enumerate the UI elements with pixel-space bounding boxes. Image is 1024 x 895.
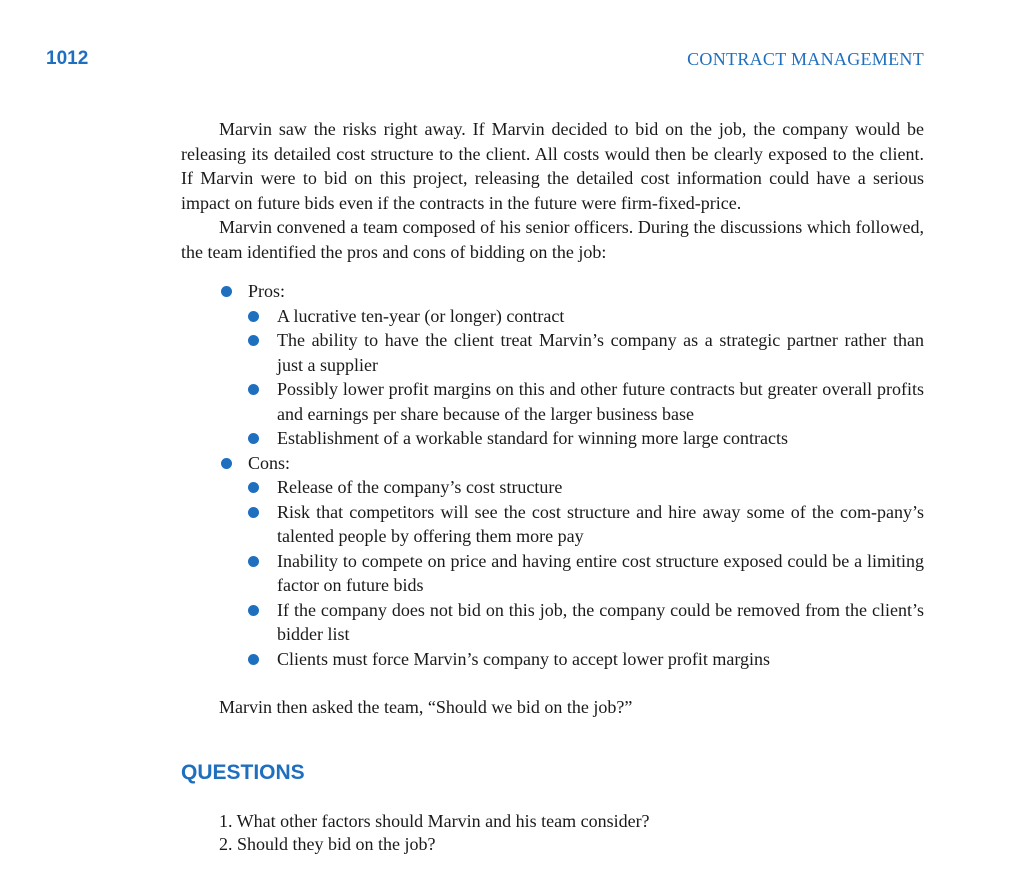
cons-item-text: Inability to compete on price and having entire cost structure exposed could be a limiting factor on future bids bbox=[277, 550, 924, 595]
pros-item-text: A lucrative ten-year (or longer) contract bbox=[277, 305, 565, 326]
bullet-icon bbox=[221, 458, 232, 469]
bullet-icon bbox=[248, 311, 259, 322]
bullet-icon bbox=[248, 654, 259, 665]
pros-item-text: Possibly lower profit margins on this and other future contracts but greater overall profits and earnings per share because of the larger business base bbox=[277, 379, 924, 424]
bullet-icon bbox=[221, 286, 232, 297]
list-item bbox=[248, 475, 924, 500]
cons-label: Cons: bbox=[248, 452, 291, 473]
pros-item-text: The ability to have the client treat Marvin’s company as a strategic partner rather than just a supplier bbox=[277, 330, 924, 375]
cons-item-text: Clients must force Marvin’s company to accept lower profit margins bbox=[277, 648, 771, 669]
intro-paragraph-2: Marvin convened a team composed of his senior officers. During the discussions which followed, the team identified the pros and cons of bidding on the job: bbox=[181, 217, 924, 262]
page-number: 1012 bbox=[46, 48, 89, 69]
list-item bbox=[248, 377, 924, 426]
questions-list bbox=[219, 810, 650, 856]
pros-item-text: Establishment of a workable standard for winning more large contracts bbox=[277, 428, 789, 448]
pros-section bbox=[181, 279, 924, 451]
running-head: CONTRACT MANAGEMENT bbox=[687, 49, 924, 69]
closing-line: Marvin then asked the team, “Should we bid on the job?” bbox=[219, 697, 633, 717]
bullet-icon bbox=[248, 335, 259, 346]
cons-item-text: Release of the company’s cost structure bbox=[277, 477, 563, 497]
bullet-icon bbox=[248, 384, 259, 395]
list-item bbox=[248, 549, 924, 598]
list-item bbox=[248, 647, 924, 672]
questions-heading: QUESTIONS bbox=[181, 761, 305, 784]
pros-list bbox=[248, 304, 924, 451]
list-item bbox=[248, 304, 924, 329]
bullet-icon bbox=[248, 507, 259, 518]
bullet-icon bbox=[248, 482, 259, 493]
pros-cons-list bbox=[181, 279, 924, 671]
pros-label: Pros: bbox=[248, 281, 286, 301]
intro-text bbox=[181, 117, 924, 264]
cons-item-text: Risk that competitors will see the cost structure and hire away some of the com-pany’s talented people by offering them more pay bbox=[277, 501, 924, 546]
list-item bbox=[248, 328, 924, 377]
question-item: 2. Should they bid on the job? bbox=[219, 834, 436, 854]
intro-paragraph-1: Marvin saw the risks right away. If Marvin decided to bid on the job, the company would be releasing its detailed cost structure to the client. All costs would then be clearly exposed to the client. If Marvin were to bid on this project, releasing the detailed cost information could have a serious impact on future bids even if the contracts in the future were firm-fixed-price. bbox=[181, 119, 924, 213]
question-item: 1. What other factors should Marvin and his team consider? bbox=[219, 811, 650, 831]
list-item bbox=[248, 426, 924, 451]
bullet-icon bbox=[248, 605, 259, 616]
bullet-icon bbox=[248, 433, 259, 444]
cons-list bbox=[248, 475, 924, 671]
cons-section bbox=[181, 451, 924, 672]
bullet-icon bbox=[248, 556, 259, 567]
list-item bbox=[248, 500, 924, 549]
cons-item-text: If the company does not bid on this job, the company could be removed from the client’s bidder list bbox=[277, 599, 924, 644]
list-item bbox=[248, 598, 924, 647]
